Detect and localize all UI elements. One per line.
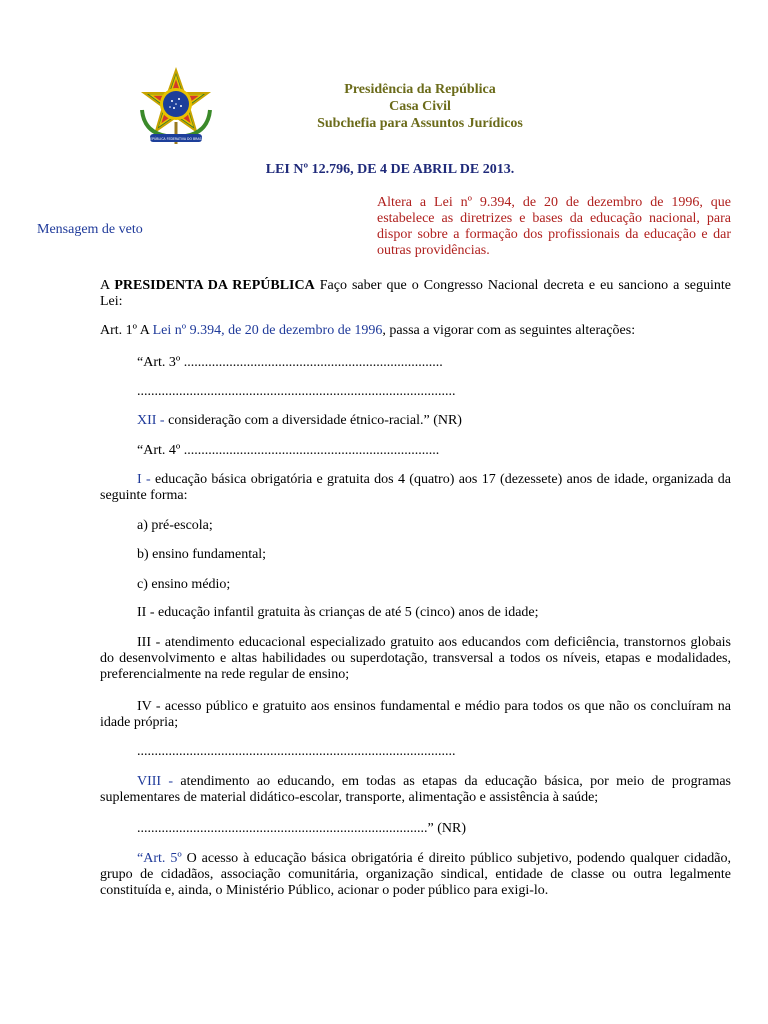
item-i: I - educação básica obrigatória e gratuita dos 4 (quatro) aos 17 (dezessete) anos de idade, organizada da seguinte forma: (100, 472, 731, 503)
preamble-bold: PRESIDENTA DA REPÚBLICA (114, 278, 315, 293)
item-viii: VIII - atendimento ao educando, em todas as etapas da educação básica, por meio de programas suplementares de material didático-escolar, transporte, alimentação e assistência à saúde; (100, 774, 731, 805)
preamble: A PRESIDENTA DA REPÚBLICA Faço saber que o Congresso Nacional decreta e eu sanciono a seguinte Lei: (100, 278, 731, 309)
law-9394-link[interactable]: Lei nº 9.394, de 20 de dezembro de 1996 (152, 323, 383, 338)
item-i-label: I - (137, 472, 151, 487)
item-ii: II - educação infantil gratuita às crianças de até 5 (cinco) anos de idade; (137, 605, 539, 620)
coat-of-arms-icon (136, 66, 216, 146)
art-4-line: “Art. 4º ......................................................................... (137, 443, 440, 458)
item-xii-label: XII - (137, 413, 165, 428)
art-1: Art. 1º A Lei nº 9.394, de 20 de dezembro de 1996, passa a vigorar com as seguintes alterações: (100, 323, 636, 338)
header-casa-civil: Casa Civil (389, 99, 451, 114)
ellipsis-line: ........................................................................................... (137, 384, 456, 399)
item-iii: III - atendimento educacional especializado gratuito aos educandos com deficiência, transtornos globais do desenvolvimento e altas habilidades ou superdotação, transversal a todos os níveis, etapas e modalidades, preferencialmente na rede regular de ensino; (100, 635, 731, 682)
header-subchefia: Subchefia para Assuntos Jurídicos (317, 116, 523, 131)
ementa: Altera a Lei nº 9.394, de 20 de dezembro de 1996, que estabelece as diretrizes e bases da educação nacional, para dispor sobre a formação dos profissionais da educação e dar outras providências. (377, 195, 731, 258)
sub-item-b: b) ensino fundamental; (137, 547, 267, 562)
art-5: “Art. 5º O acesso à educação básica obrigatória é direito público subjetivo, podendo qualquer cidadão, grupo de cidadãos, associação comunitária, organização sindical, entidade de classe ou outra legalmente constituída e, ainda, o Ministério Público, acionar o poder público para exigi-lo. (100, 851, 731, 898)
ellipsis-line-2: ........................................................................................... (137, 744, 456, 759)
law-title: LEI Nº 12.796, DE 4 DE ABRIL DE 2013. (265, 162, 515, 177)
header-block (250, 81, 590, 132)
ellipsis-nr-line: ...................................................................................” (NR) (137, 821, 466, 836)
item-xii: XII - consideração com a diversidade étnico-racial.” (NR) (137, 413, 462, 428)
crest-ribbon-text: REPÚBLICA FEDERATIVA DO BRASIL (147, 137, 205, 141)
art-5-label: “Art. 5º (137, 851, 182, 866)
sub-item-a: a) pré-escola; (137, 518, 213, 533)
sub-item-c: c) ensino médio; (137, 577, 231, 592)
item-iv: IV - acesso público e gratuito aos ensinos fundamental e médio para todos os que não os concluíram na idade própria; (100, 699, 731, 730)
art-3-line: “Art. 3º .......................................................................... (137, 355, 443, 370)
header-presidencia: Presidência da República (344, 82, 496, 97)
item-viii-label: VIII - (137, 774, 174, 789)
veto-message-link[interactable]: Mensagem de veto (37, 222, 143, 237)
